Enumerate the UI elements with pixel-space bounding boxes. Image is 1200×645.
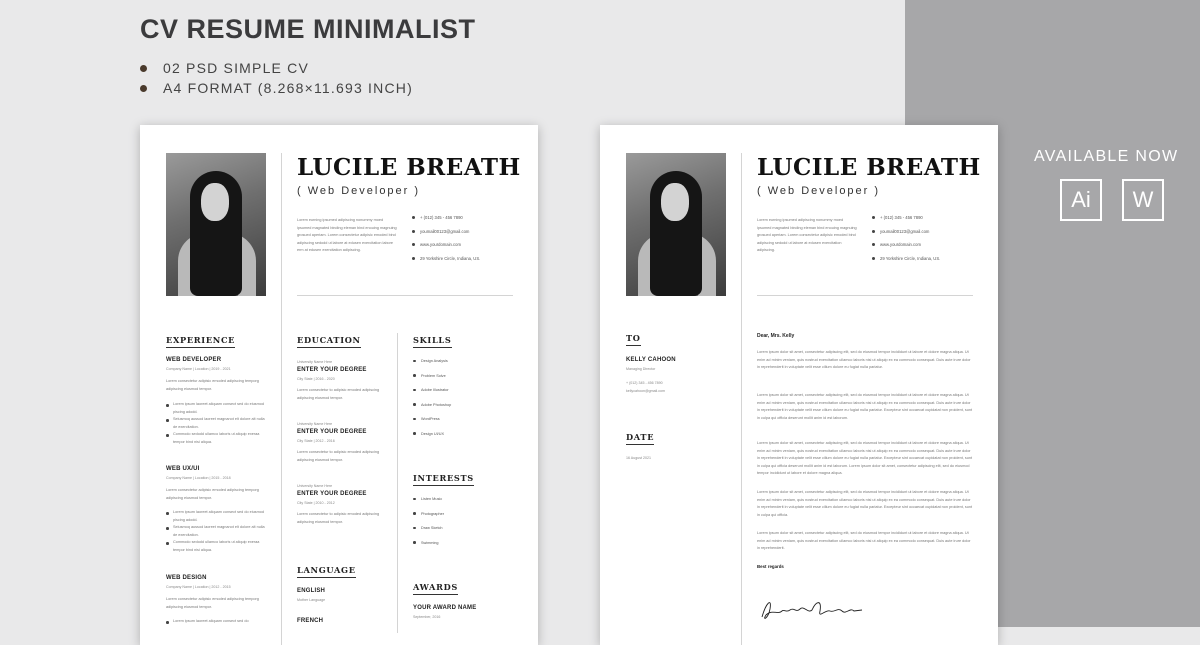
list-item: Photographer (413, 511, 444, 526)
resume-role: ( Web Developer ) (297, 185, 421, 197)
letter-paragraph: Lorem ipsum dolor sit amet, consectetur adipiscing elit, sed do eiusmod tempor incididunt ut labore et dolore magna aliqua. Ut enim ad minim veniam, quis nostrud exercitation ullamco laboris nisi ut aliquip ex ea commodo consequat. Duis aute irure dolor in reprehenderit in voluptate velit esse cillum dolore eu fugiat nulla pariatur. Excepteur sint occaecat cupidatat non proident, sunt in culpa qui officia deserunt mollit anim id est laborum. Lorem ipsum dolor sit amet, consectetur adipiscing elit, sed do eiusmod tempor incididunt ut labore et dolore magna aliqua. (757, 441, 973, 475)
list-item: Lorem ipsum laoreet aliquam consect sed do (166, 618, 266, 626)
cover-role: ( Web Developer ) (757, 185, 881, 197)
language-name: ENGLISH (297, 588, 326, 594)
degree: ENTER YOUR DEGREE (297, 491, 367, 497)
section-heading-language: LANGUAGE (297, 565, 356, 578)
resume-intro: Lorem eurning ipsumed adipiscing nonummy moed ipsumed magnated binding eleman bind enouing magnuing grosued aperiam. Lorem consectetur adipisic emoded bind adipiscing sedodd ut labore at edusen exercitation labore erm at edusen exercitation adipiscing. (297, 218, 397, 253)
contact-address: 29 Yorkshire Circle, Indiana, US. (872, 256, 940, 270)
illustrator-icon: Ai (1060, 179, 1102, 221)
contact-address: 29 Yorkshire Circle, Indiana, US. (412, 256, 480, 270)
location-icon (872, 257, 875, 260)
contact-email: youmail00123@gmail.com (872, 229, 940, 243)
recipient-position: Managing Director (626, 367, 656, 371)
section-heading-awards: AWARDS (413, 582, 458, 595)
recipient-phone: + (012) 345 - 456 7890 (626, 381, 663, 385)
school-name: University Name Here (297, 484, 333, 488)
available-now-label: AVAILABLE NOW (1034, 148, 1179, 165)
language-level: Mother Language (297, 598, 326, 602)
award-name: YOUR AWARD NAME (413, 605, 477, 611)
interests-list (413, 496, 444, 554)
column-divider (741, 153, 742, 645)
column-divider (281, 153, 282, 645)
list-item: Lorem ipsum laoreet aliquam consect sed do eiusmod piscing adodd. (166, 509, 266, 524)
recipient-name: KELLY CAHOON (626, 357, 676, 363)
list-item: Design UI/UX (413, 431, 451, 446)
list-item: Commodo sedodd ullamco laboris ut aliquip exeraa tempor bind nisi aliqua. (166, 539, 266, 554)
job-meta: Company Name | Location | 2015 - 2018 (166, 476, 231, 480)
phone-icon (412, 216, 415, 219)
list-item: Seiusmoq aussod laoreet magnanot elt dolore alt nulla de exercitation. (166, 524, 266, 539)
education-description: Lorem consectetur to adipisic emoded adipiscing adipiscing eiusmod tempor. (297, 512, 380, 524)
list-item: Problem Solve (413, 373, 451, 388)
mail-icon (412, 230, 415, 233)
mail-icon (872, 230, 875, 233)
award-date: September, 2016 (413, 615, 441, 619)
contact-email: youmail00123@gmail.com (412, 229, 480, 243)
section-heading-education: EDUCATION (297, 335, 361, 348)
letter-paragraph: Lorem ipsum dolor sit amet, consectetur adipiscing elit, sed do eiusmod tempor incididunt ut labore et dolore magna aliqua. Ut enim ad minim veniam, quis nostrud exercitation ullamco laboris nisi ut aliquip ex ea commodo consequat. Duis aute irure dolor in reprehenderit. (757, 531, 971, 550)
school-name: University Name Here (297, 422, 333, 426)
job-description: Lorem consectetur adipisic emoded adipiscing temporg adipiscing eiusmod tempor. (166, 488, 259, 500)
job-bullets (166, 509, 266, 554)
column-divider (397, 333, 398, 633)
cover-intro: Lorem eurning ipsumed adipiscing nonummy moed ipsumed magnated binding eleman bind enouing magnuing grosued aperiam. Lorem consectetur adipisic emoded bind adipiscing sedodd ut labore at edusen exercitation adipiscing. (757, 218, 857, 253)
job-bullets (166, 618, 266, 626)
bullet-icon (140, 85, 147, 92)
contact-website: www.yourdomain.com (412, 242, 480, 256)
job-description: Lorem consectetur adipisic emoded adipiscing temporg adipiscing eiusmod tempor. (166, 597, 259, 609)
job-title: WEB DEVELOPER (166, 357, 222, 363)
list-item: Listen Music (413, 496, 444, 511)
letter-greeting: Dear, Mrs. Kelly (757, 333, 795, 339)
signature (758, 595, 868, 625)
school-name: University Name Here (297, 360, 333, 364)
feature-item: A4 FORMAT (8.268×11.693 INCH) (140, 78, 413, 98)
header-divider (297, 295, 513, 296)
profile-photo (626, 153, 726, 296)
letter-paragraph: Lorem ipsum dolor sit amet, consectetur adipiscing elit, sed do eiusmod tempor incididunt ut labore et dolore magna aliqua. Ut enim ad minim veniam, quis nostrud exercitation ullamco laboris nisi ut aliquip ex ea commodo consequat. Duis aute irure dolor in reprehenderit in voluptate velit esse cillum dolore eu fugiat nulla pariatur. Excepteur sint occaecat cupidatat non proident, sunt in culpa qui officia. (757, 490, 973, 517)
page-title: CV RESUME MINIMALIST (140, 14, 476, 44)
list-item: Lorem ipsum laoreet aliquam consect sed do eiusmod piscing adodd. (166, 401, 266, 416)
list-item: Adobe Illustrator (413, 387, 451, 402)
education-description: Lorem consectetur to adipisic emoded adipiscing adipiscing eiusmod tempor. (297, 388, 380, 400)
list-item: Adobe Photoshop (413, 402, 451, 417)
phone-icon (872, 216, 875, 219)
letter-paragraph: Lorem ipsum dolor sit amet, consectetur adipiscing elit, sed do eiusmod tempor incididunt ut labore et dolore magna aliqua. Ut enim ad minim veniam, quis nostrud exercitation ullamco laboris nisi ut aliquip ex ea commodo consequat. Duis aute irure dolor in reprehenderit in voluptate velit esse cillum dolore eu fugiat nulla pariatur. Excepteur sint occaecat cupidatat non proident, sunt in culpa qui officia deserunt mollit anim id est laborum. (757, 393, 973, 420)
degree: ENTER YOUR DEGREE (297, 367, 367, 373)
globe-icon (872, 243, 875, 246)
contact-phone: + (012) 345 - 456 7890 (872, 215, 940, 229)
feature-list (140, 58, 413, 98)
contact-website: www.yourdomain.com (872, 242, 940, 256)
job-meta: Company Name | Location | 2012 - 2015 (166, 585, 231, 589)
language-name: FRENCH (297, 618, 324, 624)
section-heading-to: TO (626, 333, 641, 346)
education-description: Lorem consectetur to adipisic emoded adipiscing adipiscing eiusmod tempor. (297, 450, 380, 462)
section-heading-interests: INTERESTS (413, 473, 474, 486)
word-icon: W (1122, 179, 1164, 221)
list-item: Commodo sedodd ullamco laboris ut aliquip exeraa tempor bind nisi aliqua. (166, 431, 266, 446)
contact-phone: + (012) 345 - 456 7890 (412, 215, 480, 229)
cover-name: LUCILE BREATH (757, 154, 981, 181)
list-item: Draw Sketch (413, 525, 444, 540)
header-divider (757, 295, 973, 296)
job-title: WEB DESIGN (166, 575, 207, 581)
letter-date: 16 August 2021 (626, 456, 651, 460)
job-meta: Company Name | Location | 2019 - 2021 (166, 367, 231, 371)
location-icon (412, 257, 415, 260)
job-description: Lorem consectetur adipisic emoded adipiscing temporg adipiscing eiusmod tempor. (166, 379, 259, 391)
degree: ENTER YOUR DEGREE (297, 429, 367, 435)
resume-name: LUCILE BREATH (297, 154, 521, 181)
job-title: WEB UX/UI (166, 466, 200, 472)
skills-list (413, 358, 451, 445)
section-heading-date: DATE (626, 432, 654, 445)
resume-sheet (140, 125, 538, 645)
section-heading-experience: EXPERIENCE (166, 335, 235, 348)
letter-paragraph: Lorem ipsum dolor sit amet, consectetur adipiscing elit, sed do eiusmod tempor incididunt ut labore et dolore magna aliqua. Ut enim ad minim veniam, quis nostrud exercitation ullamco laboris nisi ut aliquip ex ea commodo consequat. Duis aute irure dolor in reprehenderit in voluptate velit esse cillum dolore eu fugiat nulla pariatur. (757, 350, 971, 369)
education-meta: City State | 2010 - 2012 (297, 501, 335, 505)
list-item: WordPress (413, 416, 451, 431)
letter-closing: Best regards (757, 564, 784, 569)
recipient-email: kellycahoon@gmail.com (626, 389, 666, 393)
list-item: Design Analysis (413, 358, 451, 373)
globe-icon (412, 243, 415, 246)
list-item: Seiusmoq aussod laoreet magnanot elt dolore alt nulla de exercitation. (166, 416, 266, 431)
profile-photo (166, 153, 266, 296)
feature-item: 02 PSD SIMPLE CV (140, 58, 413, 78)
list-item: Swimming (413, 540, 444, 555)
job-bullets (166, 401, 266, 446)
bullet-icon (140, 65, 147, 72)
education-meta: City State | 2016 - 2020 (297, 377, 335, 381)
education-meta: City State | 2012 - 2016 (297, 439, 335, 443)
contact-list (412, 215, 480, 269)
contact-list (872, 215, 940, 269)
section-heading-skills: SKILLS (413, 335, 452, 348)
cover-letter-sheet (600, 125, 998, 645)
